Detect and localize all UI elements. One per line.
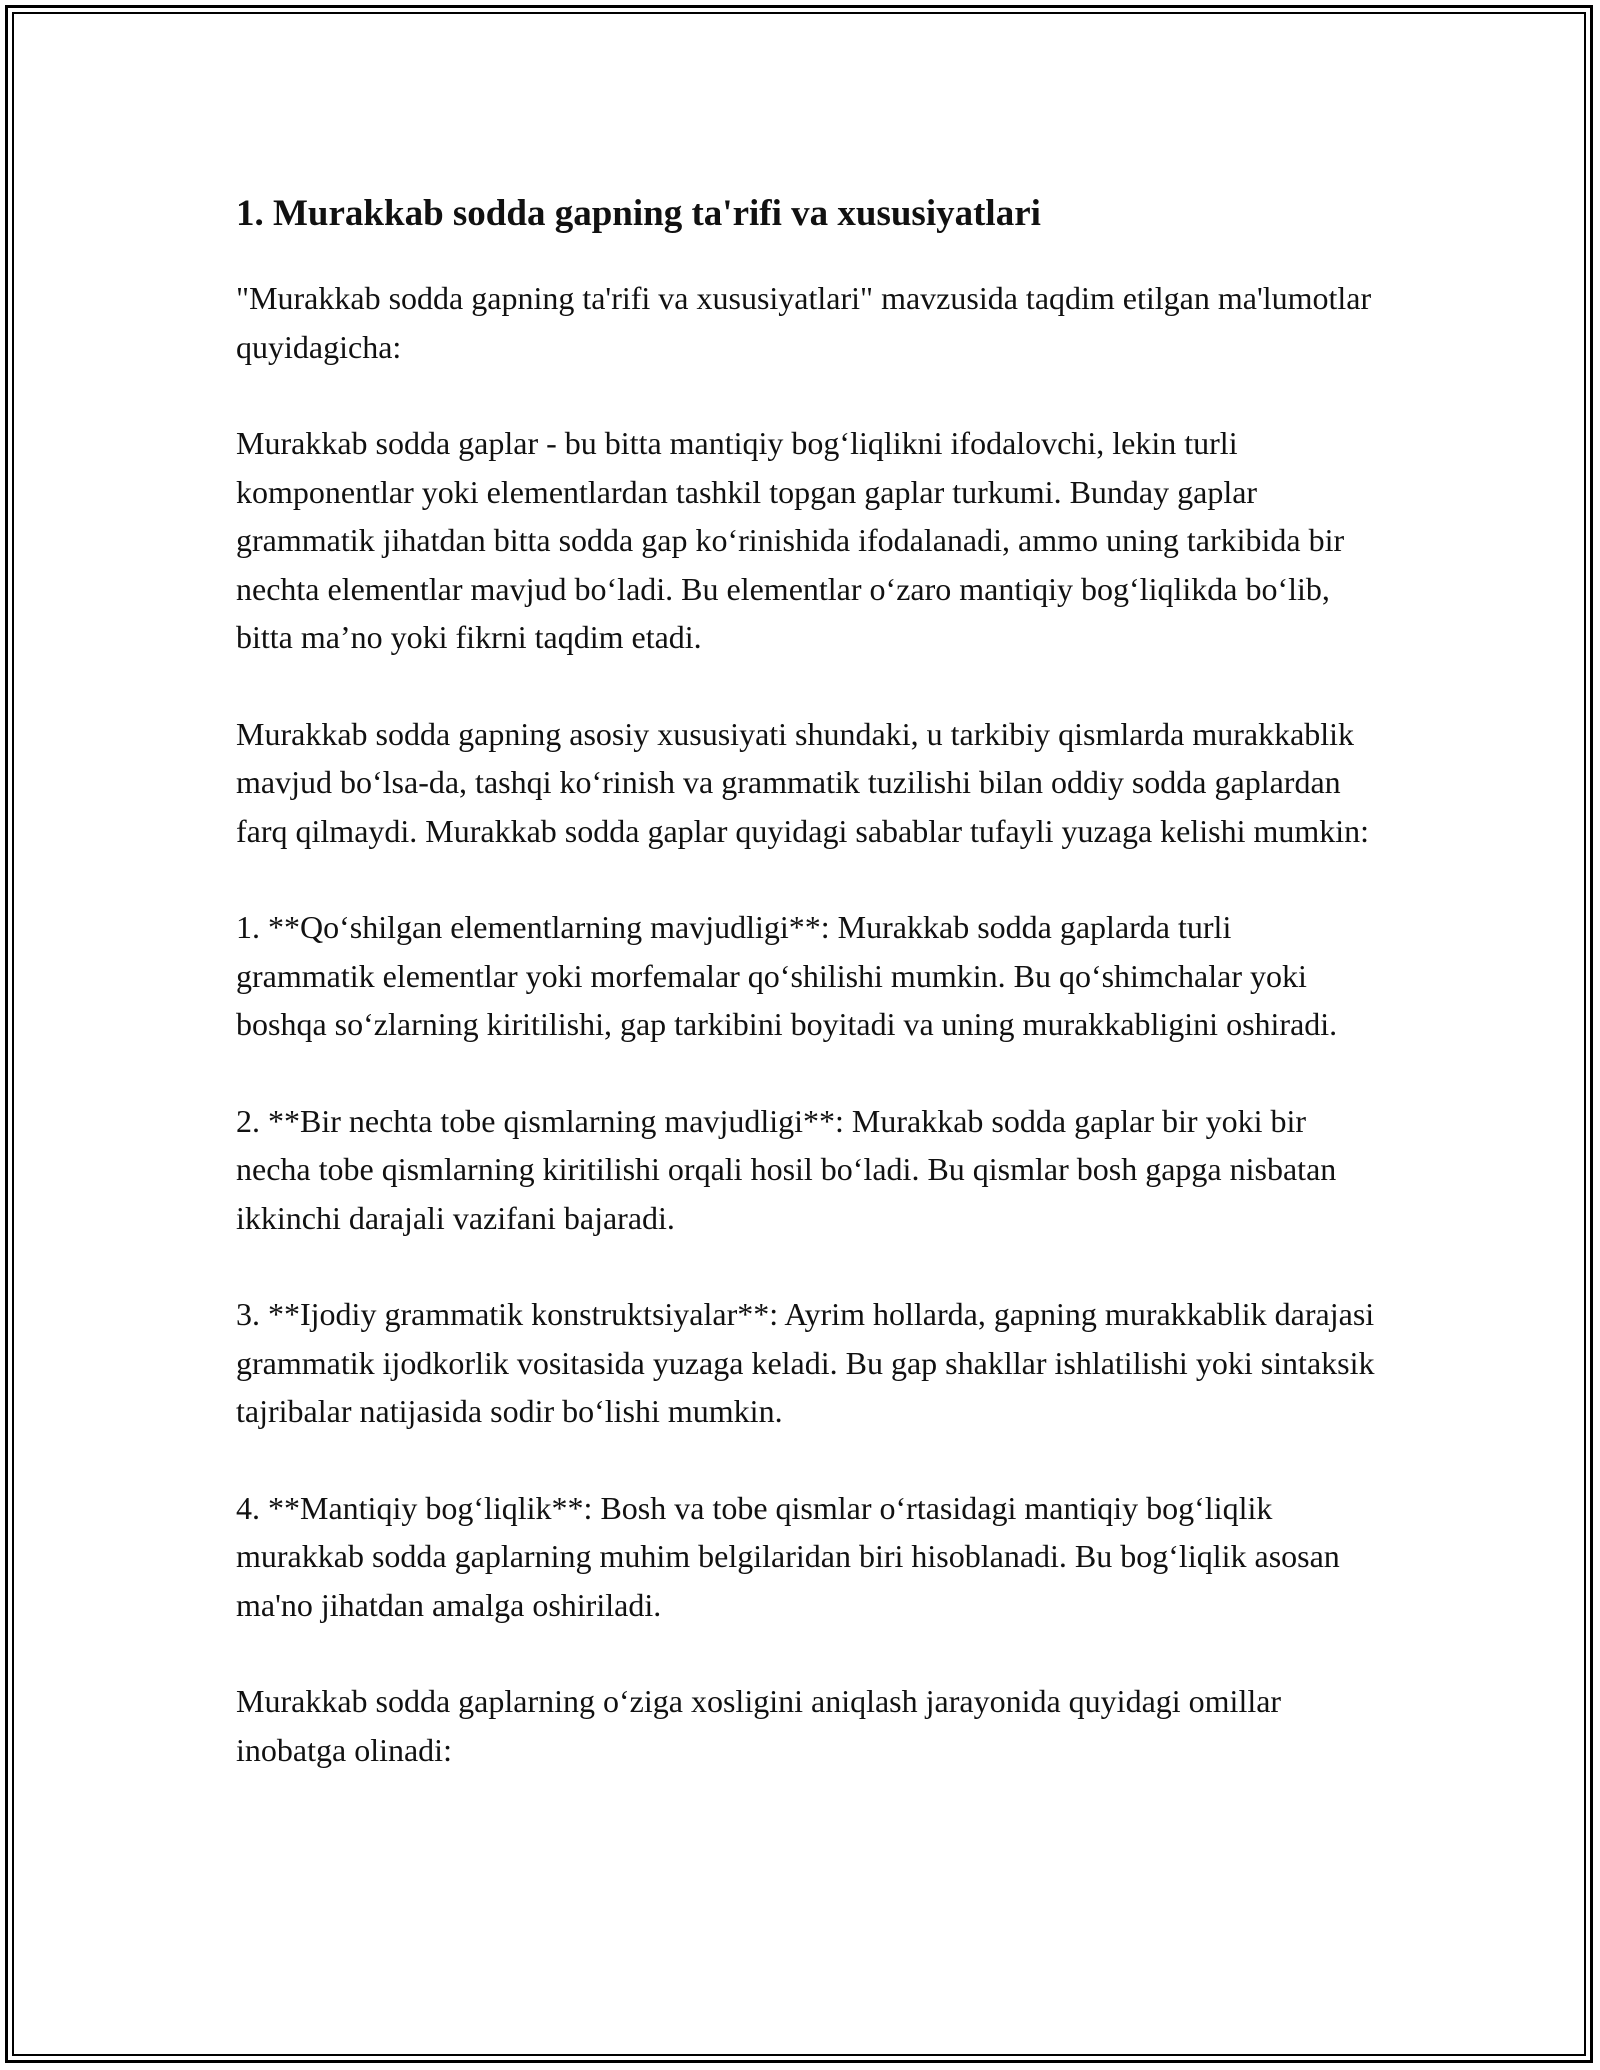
definition-paragraph: Murakkab sodda gaplar - bu bitta mantiqiy bog‘liqlikni ifodalovchi, lekin turli komponentlar yoki elementlardan tashkil topgan gaplar turkumi. Bunday gaplar grammatik jihatdan bitta sodda gap ko‘rinishida ifodalanadi, ammo uning tarkibida bir nechta elementlar mavjud bo‘ladi. Bu elementlar o‘zaro mantiqiy bog‘liqlikda bo‘lib, bitta ma’no yoki fikrni taqdim etadi. — [236, 425, 1345, 655]
list-item-2-paragraph: 2. **Bir nechta tobe qismlarning mavjudligi**: Murakkab sodda gaplar bir yoki bir necha tobe qismlarning kiritilishi orqali hosil bo‘ladi. Bu qismlar bosh gapga nisbatan ikkinchi darajali vazifani bajaradi. — [236, 1102, 1337, 1236]
list-item-3-paragraph: 3. **Ijodiy grammatik konstruktsiyalar**: Ayrim hollarda, gapning murakkablik darajasi grammatik ijodkorlik vositasida yuzaga keladi. Bu gap shakllar ishlatilishi yoki sintaksik tajribalar natijasida sodir bo‘lishi mumkin. — [236, 1296, 1375, 1429]
intro-paragraph: "Murakkab sodda gapning ta'rifi va xususiyatlari" mavzusida taqdim etilgan ma'lumotlar quyidagicha: — [236, 280, 1372, 365]
list-item-1-paragraph: 1. **Qo‘shilgan elementlarning mavjudligi**: Murakkab sodda gaplarda turli grammatik elementlar yoki morfemalar qo‘shilishi mumkin. Bu qo‘shimchalar yoki boshqa so‘zlarning kiritilishi, gap tarkibini boyitadi va uning murakkabligini oshiradi. — [236, 909, 1338, 1042]
closing-paragraph: Murakkab sodda gaplarning o‘ziga xosligini aniqlash jarayonida quyidagi omillar inobatga olinadi: — [236, 1683, 1282, 1768]
section-heading: 1. Murakkab sodda gapning ta'rifi va xususiyatlari — [236, 193, 1041, 234]
main-feature-paragraph: Murakkab sodda gapning asosiy xususiyati shundaki, u tarkibiy qismlarda murakkablik mavjud bo‘lsa-da, tashqi ko‘rinish va grammatik tuzilishi bilan oddiy sodda gaplardan farq qilmaydi. Murakkab sodda gaplar quyidagi sabablar tufayli yuzaga kelishi mumkin: — [236, 715, 1370, 849]
document-body — [236, 188, 1376, 1774]
list-item-4-paragraph: 4. **Mantiqiy bog‘liqlik**: Bosh va tobe qismlar o‘rtasidagi mantiqiy bog‘liqlik murakkab sodda gaplarning muhim belgilaridan biri hisoblanadi. Bu bog‘liqlik asosan ma'no jihatdan amalga oshiriladi. — [236, 1489, 1340, 1623]
